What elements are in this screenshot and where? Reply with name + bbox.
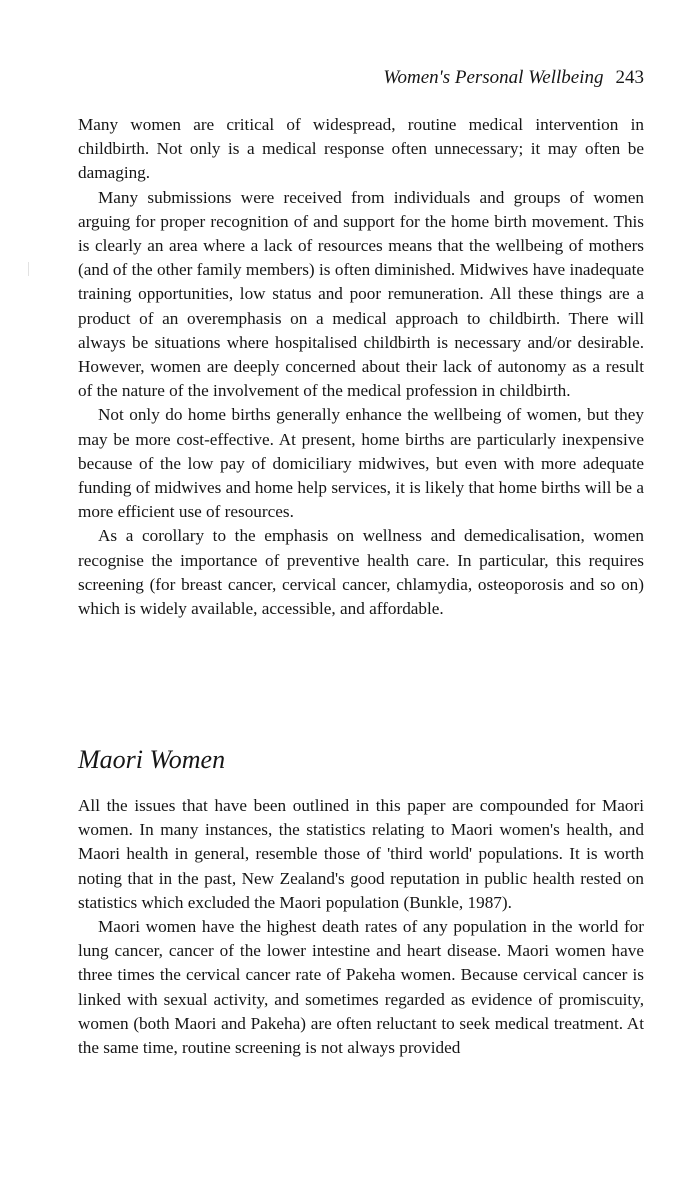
page-number: 243 <box>615 67 644 88</box>
running-head-title: Women's Personal Wellbeing <box>383 67 604 88</box>
section-heading: Maori Women <box>78 745 226 774</box>
paragraph: As a corollary to the emphasis on wellness and demedicalisation, women recognise the importance of preventive health care. In particular, this requires screening (for breast cancer, cervical cancer, chlamydia, osteoporosis and so on) which is widely available, accessible, and affordable. <box>78 526 644 619</box>
paragraph: Maori women have the highest death rates of any population in the world for lung cancer, cancer of the lower intestine and heart disease. Maori women have three times the cervical cancer rate of Pakeha women. Because cervical cancer is linked with sexual activity, and sometimes regarded as evidence of promiscuity, women (both Maori and Pakeha) are often reluctant to seek medical treatment. At the same time, routine screening is not always provided <box>78 917 644 1058</box>
running-head <box>78 66 644 90</box>
margin-mark <box>28 262 29 276</box>
paragraph: All the issues that have been outlined in this paper are compounded for Maori women. In many instances, the statistics relating to Maori women's health, and Maori health in general, resemble those of 'third world' populations. It is worth noting that in the past, New Zealand's good reputation in public health rested on statistics which excluded the Maori population (Bunkle, 1987). <box>78 796 644 912</box>
paragraph: Many submissions were received from individuals and groups of women arguing for proper recognition of and support for the home birth movement. This is clearly an area where a lack of resources means that the wellbeing of mothers (and of the other family members) is often diminished. Midwives have inadequate training opportunities, low status and poor remuneration. All these things are a product of an overemphasis on a medical approach to childbirth. There will always be situations where hospitalised childbirth is necessary and/or desirable. However, women are deeply concerned about their lack of autonomy as a result of the nature of the involvement of the medical profession in childbirth. <box>78 187 644 401</box>
paragraph: Not only do home births generally enhance the wellbeing of women, but they may be more cost-effective. At present, home births are particularly inexpensive because of the low pay of domiciliary midwives, but even with more adequate funding of midwives and home help services, it is likely that home births will be a more efficient use of resources. <box>78 405 644 522</box>
paragraph: Many women are critical of widespread, routine medical intervention in childbirth. Not only is a medical response often unnecessary; it may often be damaging. <box>78 115 644 183</box>
text-block-section <box>78 794 644 1060</box>
text-block-before-section <box>78 113 644 621</box>
